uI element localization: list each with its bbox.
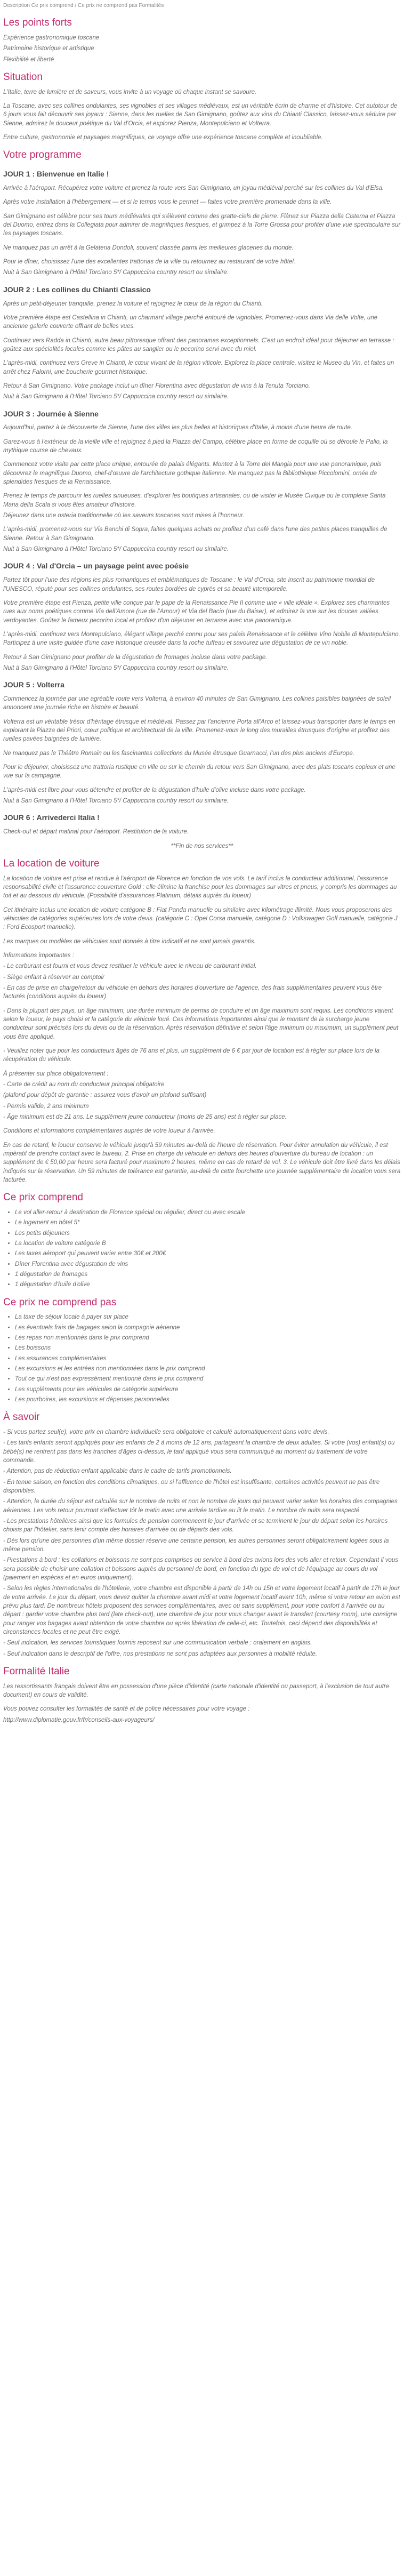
rental-paragraph: Les marques ou modèles de véhicules sont donnés à titre indicatif et ne sont jamais garantis.: [3, 938, 256, 945]
day-paragraph: Garez-vous à l'extérieur de la vieille ville et rejoignez à pied la Piazza del Campo, célèbre place en forme de coquille où se déroule le Palio, la mythique course de chevaux.: [3, 438, 388, 454]
day-block: [3, 285, 401, 402]
savoir-paragraph: - Prestations à bord : les collations et boissons ne sont pas comprises ou service à bord des avions lors des vols aller et retour. Cependant il vous sera possible de choisir une collation et boissons auprès du personnel de bord, en fonction du type de vol et de l'équipage au cours du vol (paiement en espèces et en euros uniquement).: [3, 1557, 399, 1582]
list-item: • La taxe de séjour locale à payer sur place: [15, 1313, 401, 1321]
day-paragraph: L'après-midi, continuez vers Montepulciano, élégant village perché connu pour ses palais Renaissance et le célèbre Vino Nobile di Montepulciano. Participez à une visite guidée d'une cave historique creusée dans la roche tuffeau et savourez une dégustation de ce vin noble.: [3, 631, 400, 647]
day-block: [3, 561, 401, 672]
highlight-item: Patrimoine historique et artistique: [3, 45, 94, 52]
savoir-paragraph: - Les prestations hôtelières ainsi que les formules de pension commencent le jour d'arrivée et se terminent le jour du départ selon les horaires choisis par l'hôtelier, sans tenir compte des horaires d'arrivée ou de départs des vols.: [3, 1518, 388, 1534]
day-paragraph: L'après-midi, promenez-vous sur Via Banchi di Sopra, faites quelques achats ou profitez d'un café dans l'une des petites places tranquilles de Sienne. Retour à San Gimignano.: [3, 526, 387, 542]
day-paragraph: Ne manquez pas le Théâtre Romain ou les fascinantes collections du Musée étrusque Guarnacci, l'un des plus anciens d'Europe.: [3, 750, 354, 757]
programme-section: [3, 149, 401, 850]
list-item: • 1 dégustation d'huile d'olive: [15, 1280, 401, 1289]
excludes-section: [3, 1297, 401, 1405]
day-paragraph: Après un petit-déjeuner tranquille, prenez la voiture et rejoignez le cœur de la région du Chianti.: [3, 300, 263, 307]
list-item: • Les éventuels frais de bagages selon la compagnie aérienne: [15, 1323, 401, 1332]
list-item: • Les suppléments pour les véhicules de catégorie supérieure: [15, 1385, 401, 1394]
day-paragraph: Votre première étape est Castellina in Chianti, un charmant village perché entouré de vignobles. Promenez-vous dans Via delle Volte, une ancienne galerie couverte offrant de belles vues.: [3, 314, 378, 330]
day-paragraph: San Gimignano est célèbre pour ses tours médiévales qui s'élèvent comme des gratte-ciels de pierre. Flânez sur Piazza della Cisterna et Piazza del Duomo, entrez dans la Collegiata pour admirer de magnifiques fresques, et grimpez à la Torre Grossa pour profiter d'une vue spectaculaire sur les paysages toscans.: [3, 213, 401, 237]
day-title: JOUR 2 : Les collines du Chianti Classico: [3, 285, 151, 294]
top-tabs-text: Description Ce prix comprend / Ce prix ne comprend pas Formalités: [3, 3, 164, 9]
savoir-paragraph: - En tenue saison, en fonction des conditions climatiques, ou si l'affluence de l'hôtel est insuffisante, certaines activités peuvent ne pas être disponibles.: [3, 1479, 380, 1495]
day-title: JOUR 3 : Journée à Sienne: [3, 409, 99, 418]
includes-title: Ce prix comprend: [3, 1192, 83, 1203]
day-title: JOUR 4 : Val d'Orcia – un paysage peint avec poésie: [3, 561, 189, 571]
rental-paragraph: - Carte de crédit au nom du conducteur principal obligatoire: [3, 1081, 165, 1088]
situation-title: Situation: [3, 71, 43, 83]
day-paragraph: Nuit à San Gimignano à l'Hôtel Torciano 5*/ Cappuccina country resort ou similaire.: [3, 546, 229, 553]
day-title: JOUR 5 : Volterra: [3, 680, 64, 689]
list-item: • Les assurances complémentaires: [15, 1354, 401, 1363]
end-of-services-note: **Fin de nos services**: [171, 842, 233, 849]
day-title: JOUR 6 : Arrivederci Italia !: [3, 813, 100, 822]
list-item: • Les excursions et les entrées non mentionnées dans le prix comprend: [15, 1365, 401, 1373]
day-paragraph: Votre première étape est Pienza, petite ville conçue par le pape de la Renaissance Pie II comme une « ville idéale ». Explorez ses charmantes rues aux noms poétiques comme Via dell'Amore (rue de l'Amour) et Via del Bacio (rue du Baiser), et admirez la vue sur les douces vallées verdoyantes. Goûtez le fameux pecorino local et profitez d'un déjeuner en terrasse avec vue panoramique.: [3, 599, 390, 624]
excludes-title: Ce prix ne comprend pas: [3, 1296, 117, 1308]
day-paragraph: L'après-midi est libre pour vous détendre et profiter de la dégustation d'huile d'olive incluse dans votre package.: [3, 787, 306, 793]
situation-paragraph: L'Italie, terre de lumière et de saveurs, vous invite à un voyage où chaque instant se savoure.: [3, 89, 257, 95]
day-paragraph: Commencez la journée par une agréable route vers Volterra, à environ 40 minutes de San Gimignano. Les collines paisibles baignées de soleil annoncent une journée riche en histoire et beauté.: [3, 696, 391, 711]
highlights-section: [3, 17, 401, 64]
day-block: [3, 813, 401, 836]
day-paragraph: Prenez le temps de parcourir les ruelles sinueuses, d'explorer les boutiques artisanales, ou de visiter le Musée Civique ou le complexe Santa Maria della Scala si vous êtes amateur d'histoire.: [3, 493, 386, 508]
savoir-paragraph: - Les tarifs enfants seront appliqués pour les enfants de 2 à moins de 12 ans, partageant la chambre de deux adultes. Si votre (vos) enfant(s) ou bébé(s) ne rentrent pas dans les tranches d'âges ci-dessus, le tarif appliqué vous sera communiqué au moment du traitement de votre commande.: [3, 1440, 395, 1464]
savoir-paragraph: - Seuf indication, les services touristiques fournis reposent sur une communication verbale : oralement en anglais.: [3, 1640, 312, 1647]
day-paragraph: Pour le déjeuner, choisissez une trattoria rustique en ville ou sur le chemin du retour vers San Gimignano, avec des plats toscans copieux et une vue sur la campagne.: [3, 764, 395, 780]
rental-section: [3, 858, 401, 1184]
day-paragraph: Après votre installation à l'hébergement — et si le temps vous le permet — faites votre première promenade dans la ville.: [3, 199, 332, 206]
list-item: • Le vol aller-retour à destination de Florence spécial ou régulier, direct ou avec escale: [15, 1208, 401, 1217]
programme-title: Votre programme: [3, 149, 82, 161]
day-paragraph: Déjeunez dans une osteria traditionnelle où les saveurs toscanes sont mises à l'honneur.: [3, 512, 245, 519]
day-paragraph: Commencez votre visite par cette place unique, entourée de palais élégants. Montez à la Torre del Mangia pour une vue panoramique, puis découvrez le magnifique Duomo, chef-d'œuvre de l'architecture gothique italienne. Ne manquez pas la Bibliothèque Piccolomini, ornée de splendides fresques de la Renaissance.: [3, 461, 382, 486]
list-item: • Dîner Florentina avec dégustation de vins: [15, 1260, 401, 1269]
savoir-paragraph: - Si vous partez seul(e), votre prix en chambre individuelle sera obligatoire et calculé automatiquement dans votre devis.: [3, 1429, 329, 1436]
list-item: • La location de voiture catégorie B: [15, 1239, 401, 1248]
includes-section: [3, 1192, 401, 1289]
list-item: • 1 dégustation de fromages: [15, 1270, 401, 1279]
day-paragraph: Partez tôt pour l'une des régions les plus romantiques et emblématiques de Toscane : le Val d'Orcia, site inscrit au patrimoine mondial de l'UNESCO, réputé pour ses collines ondulantes, ses routes bordées de cyprès et sa beauté intemporelle.: [3, 577, 375, 592]
day-paragraph: Aujourd'hui, partez à la découverte de Sienne, l'une des villes les plus belles et historiques d'Italie, à moins d'une heure de route.: [3, 424, 353, 431]
formalites-title: Formalité Italie: [3, 1666, 70, 1678]
situation-section: [3, 71, 401, 142]
savoir-paragraph: - Attention, pas de réduction enfant applicable dans le cadre de tarifs promotionnels.: [3, 1468, 232, 1475]
day-paragraph: Pour le dîner, choisissez l'une des excellentes trattorias de la ville ou retournez au restaurant de votre hôtel.: [3, 259, 296, 266]
highlight-item: Flexibilité et liberté: [3, 56, 54, 63]
day-paragraph: L'après-midi, continuez vers Greve in Chianti, le cœur vivant de la région viticole. Explorez la place centrale, visitez le Museo du Vin, et faites un arrêt chez Falorni, une boucherie gourmet historique.: [3, 360, 394, 375]
list-item: • Les boissons: [15, 1344, 401, 1352]
situation-paragraph: Entre culture, gastronomie et paysages magnifiques, ce voyage offre une expérience toscane complète et inoubliable.: [3, 134, 323, 141]
rental-paragraph: - Dans la plupart des pays, un âge minimum, une durée minimum de permis de conduire et un âge maximum sont requis. Les conditions varient selon le loueur, le pays choisi et la catégorie du véhicule loué. Ces informations importantes ainsi que le montant de la surcharge jeune conducteur sont précisés lors du devis ou de la réservation. Après réservation définitive et selon l'âge minimum ou maximum, un supplément peut vous être appliqué.: [3, 1007, 399, 1040]
highlight-item: Expérience gastronomique toscane: [3, 34, 100, 41]
day-paragraph: Arrivée à l'aéroport. Récupérez votre voiture et prenez la route vers San Gimignano, un joyau médiéval perché sur les collines du Val d'Elsa.: [3, 185, 384, 192]
day-paragraph: Nuit à San Gimignano à l'Hôtel Torciano 5*/ Cappuccina country resort ou similaire.: [3, 269, 229, 276]
rental-title: La location de voiture: [3, 857, 100, 869]
formalites-section: [3, 1666, 401, 1724]
day-paragraph: Retour à San Gimignano. Votre package inclut un dîner Florentina avec dégustation de vins à la Tenuta Torciano.: [3, 382, 310, 389]
highlights-title: Les points forts: [3, 17, 72, 29]
day-paragraph: Continuez vers Radda in Chianti, autre beau pittoresque offrant des panoramas exceptionnels. C'est un endroit idéal pour déjeuner en terrasse : goûtez aux spécialités locales comme les pâtes au sanglier ou le pecorino servi avec du miel.: [3, 337, 394, 352]
day-block: [3, 409, 401, 554]
list-item: • Les repas non mentionnés dans le prix comprend: [15, 1334, 401, 1342]
day-paragraph: Volterra est un véritable trésor d'héritage étrusque et médiéval. Passez par l'ancienne Porta all'Arco et laissez-vous transporter dans le temps en explorant la Piazza dei Priori, cœur politique et architectural de la ville. Promenez-vous le long des murailles étrusques d'origine et profitez des ruelles pavées baignées de lumière.: [3, 718, 395, 743]
situation-paragraph: La Toscane, avec ses collines ondulantes, ses vignobles et ses villages médiévaux, est un véritable écrin de charme et d'histoire. Cet autotour de 6 jours vous fait découvrir ses joyaux : Sienne, dans les ruelles de San Gimignano, goûtez aux vins du Chianti Classico, laissez-vous séduire par Sienne, admirez la douceur poétique du Val d'Orcia, et explorez Pienza, Montepulciano et Volterra.: [3, 103, 398, 127]
rental-paragraph: (plafond pour dépôt de garantie : assurez vous d'avoir un plafond suffisant): [3, 1092, 207, 1099]
day-paragraph: Nuit à San Gimignano à l'Hôtel Torciano 5*/ Cappuccina country resort ou similaire.: [3, 664, 229, 671]
includes-list: [3, 1208, 401, 1289]
day-paragraph: Retour à San Gimignano pour profiter de la dégustation de fromages incluse dans votre package.: [3, 654, 268, 661]
day-title: JOUR 1 : Bienvenue en Italie !: [3, 170, 109, 179]
rental-paragraph: - Siège enfant à réserver au comptoir: [3, 974, 104, 981]
rental-paragraph: En cas de retard, le loueur conserve le véhicule jusqu'à 59 minutes au-delà de l'heure de réservation. Pour éviter annulation du véhicule, il est impératif de prendre contact avec le bureau. 2. Prise en charge du véhicule en dehors des heures d'ouverture du bureau de location : un supplément de € 50,00 par heure sera facturé pour maximum 2 heures, même en cas de retard de vol. 3. Le véhicule doit être livré dans les délais indiqués sur la réservation. Un 59 minutes de tolérance est garantie, au-delà de cette fourchette une journée supplémentaire de location vous sera facturée.: [3, 1142, 401, 1183]
rental-paragraph: Informations importantes :: [3, 952, 74, 959]
day-paragraph: Ne manquez pas un arrêt à la Gelateria Dondoli, souvent classée parmi les meilleures glaceries du monde.: [3, 244, 294, 251]
list-item: • Les taxes aéroport qui peuvent varier entre 30€ et 200€: [15, 1249, 401, 1258]
rental-paragraph: - En cas de prise en charge/retour du véhicule en dehors des horaires d'ouverture de l'agence, des frais supplémentaires peuvent vous être facturés (conditions auprès du loueur): [3, 984, 382, 1000]
savoir-section: [3, 1411, 401, 1658]
day-block: [3, 680, 401, 805]
day-block: [3, 169, 401, 277]
day-paragraph: Nuit à San Gimignano à l'Hôtel Torciano 5*/ Cappuccina country resort ou similaire.: [3, 394, 229, 400]
rental-paragraph: - Âge minimum est de 21 ans. Le supplément jeune conducteur (moins de 25 ans) est à régler sur place.: [3, 1113, 287, 1120]
savoir-paragraph: - Dès lors qu'une des personnes d'un même dossier réserve une certaine pension, les autres personnes seront obligatoirement logées sous la même pension.: [3, 1537, 389, 1553]
rental-paragraph: - Permis valide, 2 ans minimum: [3, 1103, 89, 1110]
savoir-paragraph: - Selon les règles internationales de l'hôtellerie, votre chambre est disponible à partir de 14h ou 15h et votre logement locatif à partir de 17h le jour de votre arrivée. Le jour du départ, vous devez quitter la chambre avant midi et votre logement locatif avant 10h, même si votre retour en avion est prévu plus tard. De nombreux hôtels proposent des services complémentaires, avec ou sans supplément, pour votre confort à l'arrivée ou au départ : garder votre chambre plus tard (late check-out), une chambre de jour pour vous changer avant le transfert (courtesy room), une consigne pour ranger vos bagages avant obtention de votre chambre ou après libération de celle-ci, etc. Toutefois, ceci dépend des disponibilités et circonstances locales et ne peut être exigé.: [3, 1585, 400, 1636]
rental-paragraph: À présenter sur place obligatoirement :: [3, 1070, 109, 1077]
savoir-title: À savoir: [3, 1411, 40, 1423]
list-item: • Les petits déjeuners: [15, 1229, 401, 1238]
rental-paragraph: Conditions et informations complémentaires auprès de votre loueur à l'arrivée.: [3, 1128, 215, 1135]
list-item: • Le logement en hôtel 5*: [15, 1218, 401, 1227]
rental-paragraph: - Veuillez noter que pour les conducteurs âgés de 76 ans et plus, un supplément de 6 € par jour de location est à régler sur place lors de la récupération du véhicule.: [3, 1047, 379, 1063]
list-item: • Tout ce qui n'est pas expressément mentionné dans le prix comprend: [15, 1375, 401, 1383]
excludes-list: [3, 1313, 401, 1404]
day-paragraph: Check-out et départ matinal pour l'aéroport. Restitution de la voiture.: [3, 829, 189, 836]
list-item: • Les pourboires, les excursions et dépenses personnelles: [15, 1395, 401, 1404]
rental-paragraph: - Le carburant est fourni et vous devez restituer le véhicule avec le niveau de carburant initial.: [3, 963, 257, 970]
rental-paragraph: La location de voiture est prise et rendue à l'aéroport de Florence en fonction de vos vols. Le tarif inclus la conducteur additionnel, l'assurance responsabilité civile et l'assurance couverture Gold : elle élimine la franchise pour les dommages sur vitres et pneus, y compris les dommages au toit et au dessous du véhicule. (Possibilité d'assurances Platinum, détails auprès du loueur): [3, 875, 397, 900]
diplomatie-link[interactable]: http://www.diplomatie.gouv.fr/fr/conseils-aux-voyageurs/: [3, 1716, 155, 1723]
formalites-paragraph: Les ressortissants français doivent être en possession d'une pièce d'identité (carte nationale d'identité ou passeport, à l'exclusion de tout autre document) en cours de validité.: [3, 1683, 390, 1699]
savoir-paragraph: - Seuf indication dans le descriptif de l'offre, nos prestations ne sont pas adaptées aux personnes à mobilité réduite.: [3, 1650, 318, 1657]
rental-paragraph: Cet itinéraire inclus une location de voiture catégorie B : Fiat Panda manuelle ou similaire avec kilométrage illimité. Nous vous proposerons des véhicules de catégories supérieures lors de votre devis. (catégorie C : Opel Corsa manuelle, catégorie D : Volkswagen Golf manuelle, catégorie J : Ford Ecosport manuelle).: [3, 906, 398, 931]
savoir-paragraph: - Attention, la durée du séjour est calculée sur le nombre de nuits et non le nombre de jours qui peuvent varier selon les horaires des compagnies aériennes. Les vols retour pourront s'effectuer tôt le matin avec une arrivée tardive au lit le matin. Le nombre de nuits sera respecté.: [3, 1498, 398, 1514]
formalites-paragraph: Vous pouvez consulter les formalités de santé et de police nécessaires pour votre voyage :: [3, 1706, 250, 1713]
day-paragraph: Nuit à San Gimignano à l'Hôtel Torciano 5*/ Cappuccina country resort ou similaire.: [3, 798, 229, 804]
